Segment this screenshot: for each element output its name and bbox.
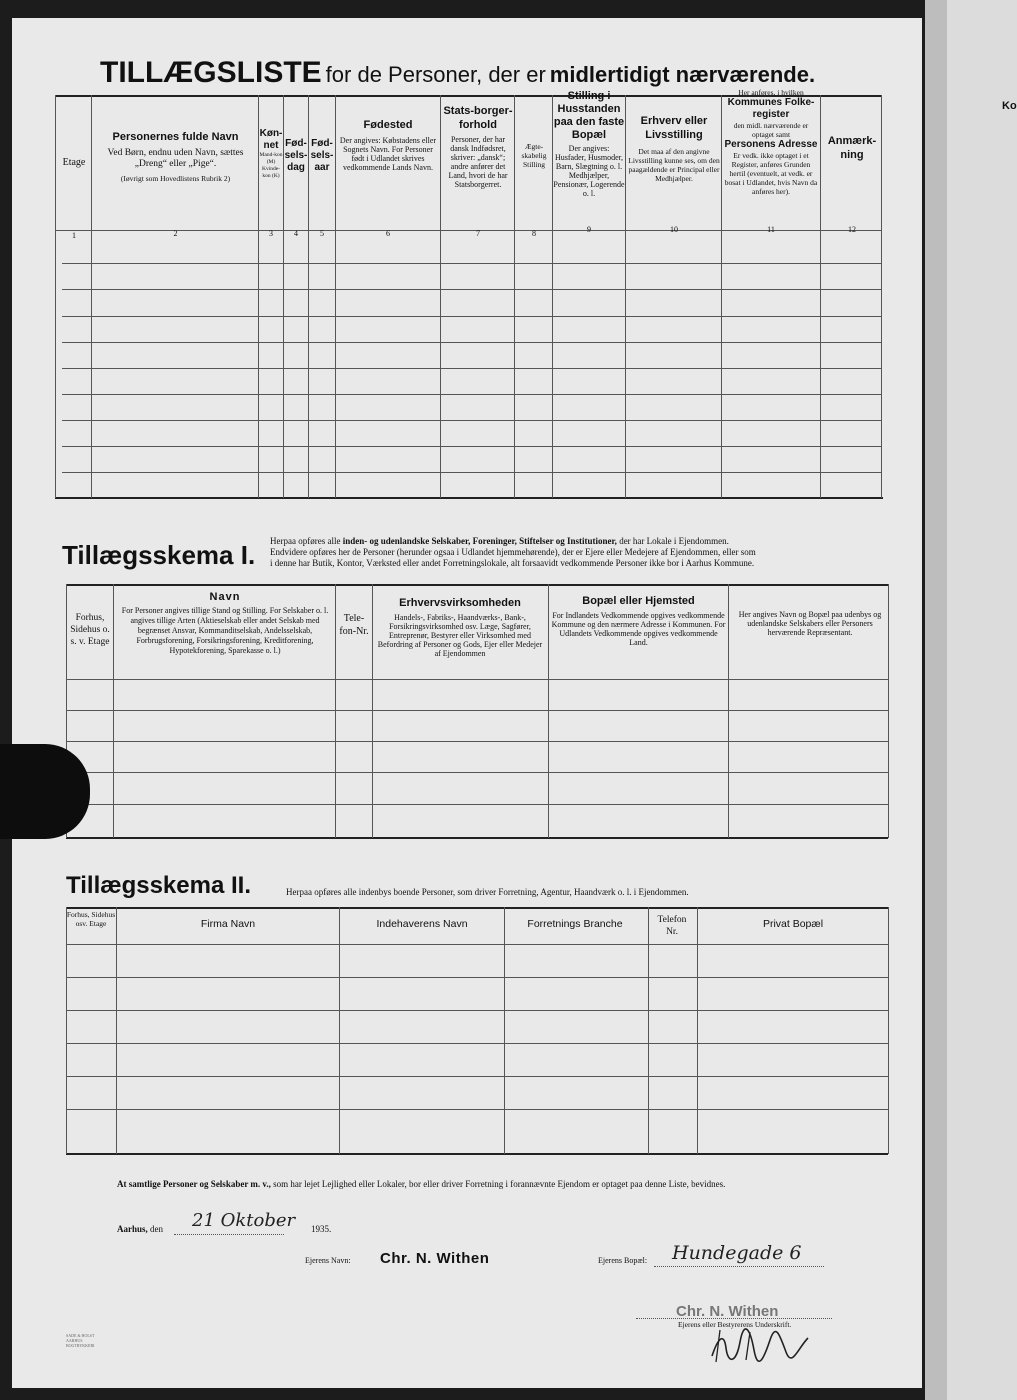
owner-name-label: Ejerens Navn: [305, 1256, 351, 1265]
rule-line [62, 446, 882, 447]
col-num-10: 10 [670, 225, 678, 234]
column-divider [514, 95, 515, 498]
col-num-6: 6 [386, 229, 390, 238]
col-gender-header: Køn-net Mand-kon (M) Kvinde-kon (K) [259, 128, 283, 179]
title-bold: TILLÆGSLISTE [100, 56, 322, 89]
col-num-12: 12 [848, 225, 856, 234]
col-birthplace-header: Fødested Der angives: Købstadens eller Sognets Navn. For Personer født i Udlandet skrives vedkommende Lands Navn. [339, 119, 437, 172]
s2-col-phone: Telefon Nr. [657, 915, 687, 937]
col-num-8: 8 [532, 229, 536, 238]
title-end: midlertidigt nærværende. [549, 62, 816, 87]
column-divider [116, 907, 117, 1154]
rule-line [66, 977, 888, 978]
signature-stamp: Chr. N. Withen [676, 1303, 779, 1320]
skema1-intro: Herpaa opføres alle inden- og udenlandske Selskaber, Foreninger, Stiftelser og Institutioner, der har Lokale i Ejendommen. Endvidere opføres her de Personer (herunder ogsaa i Udlandet hjemmehørende), der er Ejere eller Medejere af Ejendommen, eller som i denne har Butik, Kontor, Værksted eller andet Forretningslokale, alt forsaavidt vedkommende Personer ikke bor i Aarhus Kommune. [270, 536, 756, 568]
rule-line [62, 289, 882, 290]
col-name-header: Personernes fulde Navn Ved Børn, endnu uden Navn, sættes „Dreng“ eller „Pige“. (Iøvrigt som Hovedlistens Rubrik 2) [93, 130, 258, 183]
printer-mark: SADE & HOLST AARHUS BOGTRYKKERI [66, 1333, 95, 1348]
column-divider [728, 584, 729, 838]
adjacent-page-label: Ko [1002, 100, 1017, 112]
skema2-intro: Herpaa opføres alle indenbys boende Personer, som driver Forretning, Agentur, Haandværk o. l. i Ejendommen. [286, 887, 689, 897]
column-divider [55, 95, 56, 498]
s2-col-branch: Forretnings Branche [527, 918, 623, 930]
rule-line [66, 1076, 888, 1077]
s2-col-private: Privat Bopæl [762, 918, 824, 930]
column-divider [335, 95, 336, 498]
adjacent-page [925, 0, 1017, 1400]
rule-line [62, 472, 882, 473]
column-divider [372, 584, 373, 838]
column-divider [820, 95, 821, 498]
rule-line [62, 263, 882, 264]
rule-line [66, 1010, 888, 1011]
col-num-11: 11 [767, 225, 775, 234]
col-occupation-header: Erhverv eller Livsstilling Det maa af den angivne Livsstilling kunne ses, om den paagældende er Principal eller Medhjælper. [628, 115, 720, 183]
handwritten-signature [706, 1318, 816, 1368]
column-divider [113, 584, 114, 838]
s1-col-business: Erhvervsvirksomheden Handels-, Fabriks-, Haandværks-, Bank-, Forsikringsvirksomhed osv. Læge, Sagfører, Entreprenør, Bestyrer eller Virksomhed med Befordring af Personer og Gods, Ejer eller Medejer af Ejendommen [377, 597, 543, 658]
skema1-title: Tillægsskema I. [62, 540, 256, 570]
s1-col-etage: Forhus, Sidehus o. s. v. Etage [70, 613, 110, 647]
city-label: Aarhus, den [117, 1224, 164, 1234]
year-label: 1935. [311, 1224, 332, 1234]
s1-col-residence: Bopæl eller Hjemsted For Indlandets Vedkommende opgives vedkommende Kommune og den nærmere Adresse i Kommunen. For Udlandets Vedkommende opgives vedkommende Land. [551, 595, 726, 647]
rule-line [62, 368, 882, 369]
rule-line [66, 741, 888, 742]
col-num-7: 7 [476, 229, 480, 238]
thumb-shadow [0, 744, 90, 839]
s2-col-owner: Indehaverens Navn [376, 918, 468, 930]
rule-line [66, 710, 888, 711]
col-etage-header: Etage [62, 157, 86, 168]
col-num-1: 1 [72, 231, 76, 240]
title-mid: for de Personer, der er [325, 62, 546, 87]
column-divider [625, 95, 626, 498]
column-divider [91, 95, 92, 498]
s1-col-name: Navn For Personer angives tillige Stand og Stilling. For Selskaber o. l. angives tillige Arten (Aktieselskab eller andet Selskab med begrænset Ansvar, Kommanditselskab, Andelsselskab, Forbrugsforening, Forsikringsforening, Kreditforening, Hypotekforening, Sparekasse o. l.) [121, 591, 329, 655]
col-birthyear-header: Fød-sels-aar [310, 138, 334, 173]
s2-col-firm: Firma Navn [200, 918, 256, 930]
col-num-5: 5 [320, 229, 324, 238]
owner-address-label: Ejerens Bopæl: [598, 1256, 648, 1265]
rule-line [66, 1043, 888, 1044]
page-title [100, 56, 815, 90]
rule-line [62, 394, 882, 395]
column-divider [504, 907, 505, 1154]
s1-col-phone: Tele-fon-Nr. [339, 613, 369, 637]
rule-line [62, 316, 882, 317]
column-divider [335, 584, 336, 838]
col-citizenship-header: Stats-borger-forhold Personer, der har dansk Indfødsret, skriver: „dansk“; andre anfører det Land, hvori de har Statsborgerret. [443, 105, 513, 189]
signature-label: Ejerens eller Bestyrerens Underskrift. [678, 1320, 792, 1329]
certification-statement: At samtlige Personer og Selskaber m. v., som har lejet Lejlighed eller Lokaler, bor eller driver Forretning i forannævnte Ejendom er optaget paa denne Liste, bevidnes. [117, 1179, 726, 1189]
owner-name-stamp: Chr. N. Withen [380, 1250, 490, 1267]
col-num-3: 3 [269, 229, 273, 238]
date-handwritten: 21 Oktober [192, 1210, 296, 1231]
column-divider [66, 907, 67, 1154]
col-birthday-header: Fød-sels-dag [284, 138, 308, 173]
rule-line [66, 804, 888, 805]
column-divider [648, 907, 649, 1154]
owner-address-handwritten: Hundegade 6 [672, 1242, 802, 1264]
col-num-4: 4 [294, 229, 298, 238]
col-marital-header: Ægte-skabelig Stilling [521, 142, 547, 169]
s2-col-etage: Forhus, Sidehus osv. Etage [66, 910, 116, 928]
col-household-header: Stilling i Husstanden paa den faste Bopæl Der angives: Husfader, Husmoder, Barn, Slægtning o. l. Medhjælper, Pensionær, Logerende o. l. [553, 90, 625, 198]
skema2-title: Tillægsskema II. [66, 872, 251, 899]
col-num-9: 9 [587, 225, 591, 234]
col-register-header: Her anføres, i hvilken Kommunes Folke-register den midl. nærværende er optaget samt Personens Adresse Er vedk. ikke optaget i et Register, anføres Grunden hertil (eventuelt, at vedk. er bosat i Udlandet, hvis Navn da anføres her). [724, 88, 818, 196]
column-divider [697, 907, 698, 1154]
column-divider [548, 584, 549, 838]
column-divider [339, 907, 340, 1154]
column-divider [888, 584, 889, 838]
rule-line [66, 1109, 888, 1110]
s1-col-representative: Her angives Navn og Bopæl paa udenbys og udenlandske Selskabers eller Personers herværende Repræsentant. [738, 610, 882, 637]
col-remark-header: Anmærk-ning [827, 135, 877, 161]
rule-line [62, 420, 882, 421]
col-name-title: Personernes fulde Navn [112, 131, 239, 143]
col-num-2: 2 [173, 229, 178, 238]
column-divider [440, 95, 441, 498]
column-divider [721, 95, 722, 498]
column-divider [888, 907, 889, 1154]
rule-line [66, 772, 888, 773]
rule-line [62, 342, 882, 343]
